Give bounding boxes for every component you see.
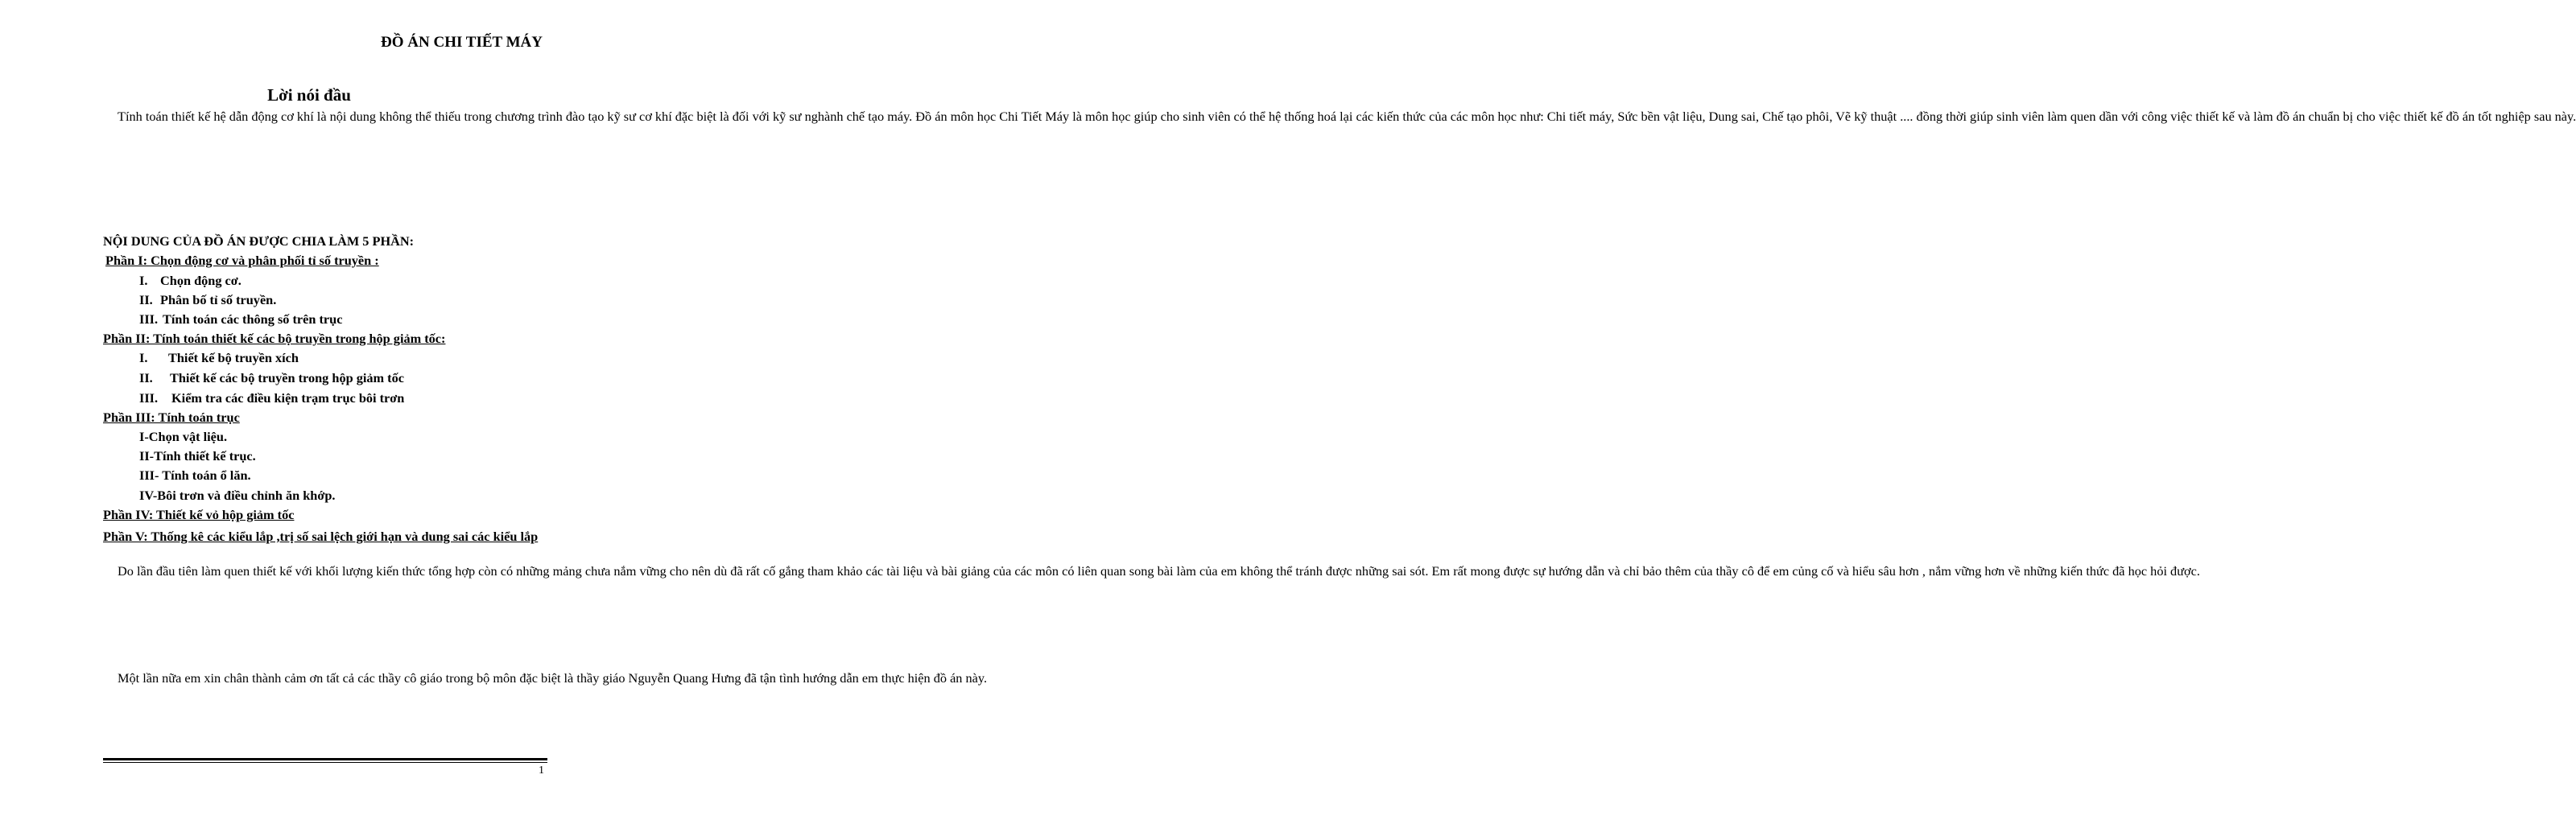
footer-rule	[103, 758, 547, 760]
item-number: I.	[139, 273, 148, 288]
part-1-item-3	[139, 311, 342, 328]
part-3-item-1: I-Chọn vật liệu.	[139, 429, 228, 444]
part-1-item-1	[139, 273, 242, 289]
item-number: I.	[139, 350, 148, 365]
part-2-title: Phần II: Tính toán thiết kế các bộ truyền trong hộp giảm tốc:	[103, 331, 446, 346]
part-2-item-3	[139, 390, 404, 406]
item-number: II.	[139, 370, 153, 385]
part-5-title	[103, 528, 546, 546]
item-text: Thiết kế các bộ truyền trong hộp giảm tốc	[170, 370, 404, 385]
item-text: Thiết kế bộ truyền xích	[168, 350, 299, 365]
item-number: II.	[139, 292, 153, 307]
page-title: Lời nói đầu	[267, 85, 351, 105]
part-4-title: Phần IV: Thiết kế vỏ hộp giảm tốc	[103, 507, 295, 522]
intro-paragraph	[103, 107, 2576, 126]
part-1-title: Phần I: Chọn động cơ và phân phối tỉ số truyền :	[105, 253, 379, 268]
item-text: Chọn động cơ.	[160, 273, 242, 288]
part-3-item-3: III- Tính toán ổ lăn.	[139, 468, 251, 483]
closing-paragraph-2	[103, 669, 988, 687]
part-1-item-2	[139, 292, 276, 308]
part-3-title: Phần III: Tính toán trục	[103, 410, 240, 425]
item-number: III.	[139, 311, 159, 327]
part-2-item-2	[139, 370, 404, 386]
item-number: III.	[139, 390, 159, 406]
page-number: 1	[539, 764, 544, 777]
item-text: Kiểm tra các điều kiện trạm trục bôi trơn	[171, 390, 405, 406]
item-text: Tính toán các thông số trên trục	[163, 311, 343, 327]
part-2-item-1	[139, 350, 299, 366]
footer-rule-thin	[103, 762, 547, 763]
closing-paragraph-1	[103, 562, 2200, 580]
intro-text: Tính toán thiết kế hệ dẫn động cơ khí là nội dung không thể thiếu trong chương trình đào tạo kỹ sư cơ khí đặc biệt là đối với kỹ sư nghành chế tạo máy. Đồ án môn học Chi Tiết Máy là môn học giúp cho sinh viên có thể hệ thống hoá lại các kiến thức của các môn học như: Chi tiết máy, Sức bền vật liệu, Dung sai, Chế tạo phôi, Vẽ kỹ thuật .... đồng thời giúp sinh viên làm quen dần với công việc thiết kế và làm đồ án chuẩn bị cho việc thiết kế đồ án tốt nghiệp sau này.	[118, 109, 2576, 124]
closing-text-1: Do lần đầu tiên làm quen thiết kế với khối lượng kiến thức tổng hợp còn có những mảng chưa nắm vững cho nên dù đã rất cố gắng tham khảo các tài liệu và bài giảng của các môn có liên quan song bài làm của em không thể tránh được những sai sót. Em rất mong được sự hướng dẫn và chỉ bảo thêm của thầy cô để em củng cố và hiểu sâu hơn , nắm vững hơn về những kiến thức đã học hỏi được.	[118, 563, 2200, 579]
part-3-item-2: II-Tính thiết kế trục.	[139, 448, 256, 464]
item-text: Phân bố tỉ số truyền.	[160, 292, 277, 307]
closing-text-2: Một lần nữa em xin chân thành cảm ơn tất cả các thầy cô giáo trong bộ môn đặc biệt là thầy giáo Nguyễn Quang Hưng đã tận tình hướng dẫn em thực hiện đồ án này.	[118, 670, 988, 686]
part-3-item-4: IV-Bôi trơn và điều chỉnh ăn khớp.	[139, 488, 336, 503]
content-heading: NỘI DUNG CỦA ĐỒ ÁN ĐƯỢC CHIA LÀM 5 PHẦN:	[103, 233, 415, 249]
page-header: ĐỒ ÁN CHI TIẾT MÁY	[381, 34, 543, 51]
part-5-title-text: Phần V: Thống kê các kiểu lắp ,trị số sai lệch giới hạn và dung sai các kiểu lắp	[103, 529, 539, 544]
